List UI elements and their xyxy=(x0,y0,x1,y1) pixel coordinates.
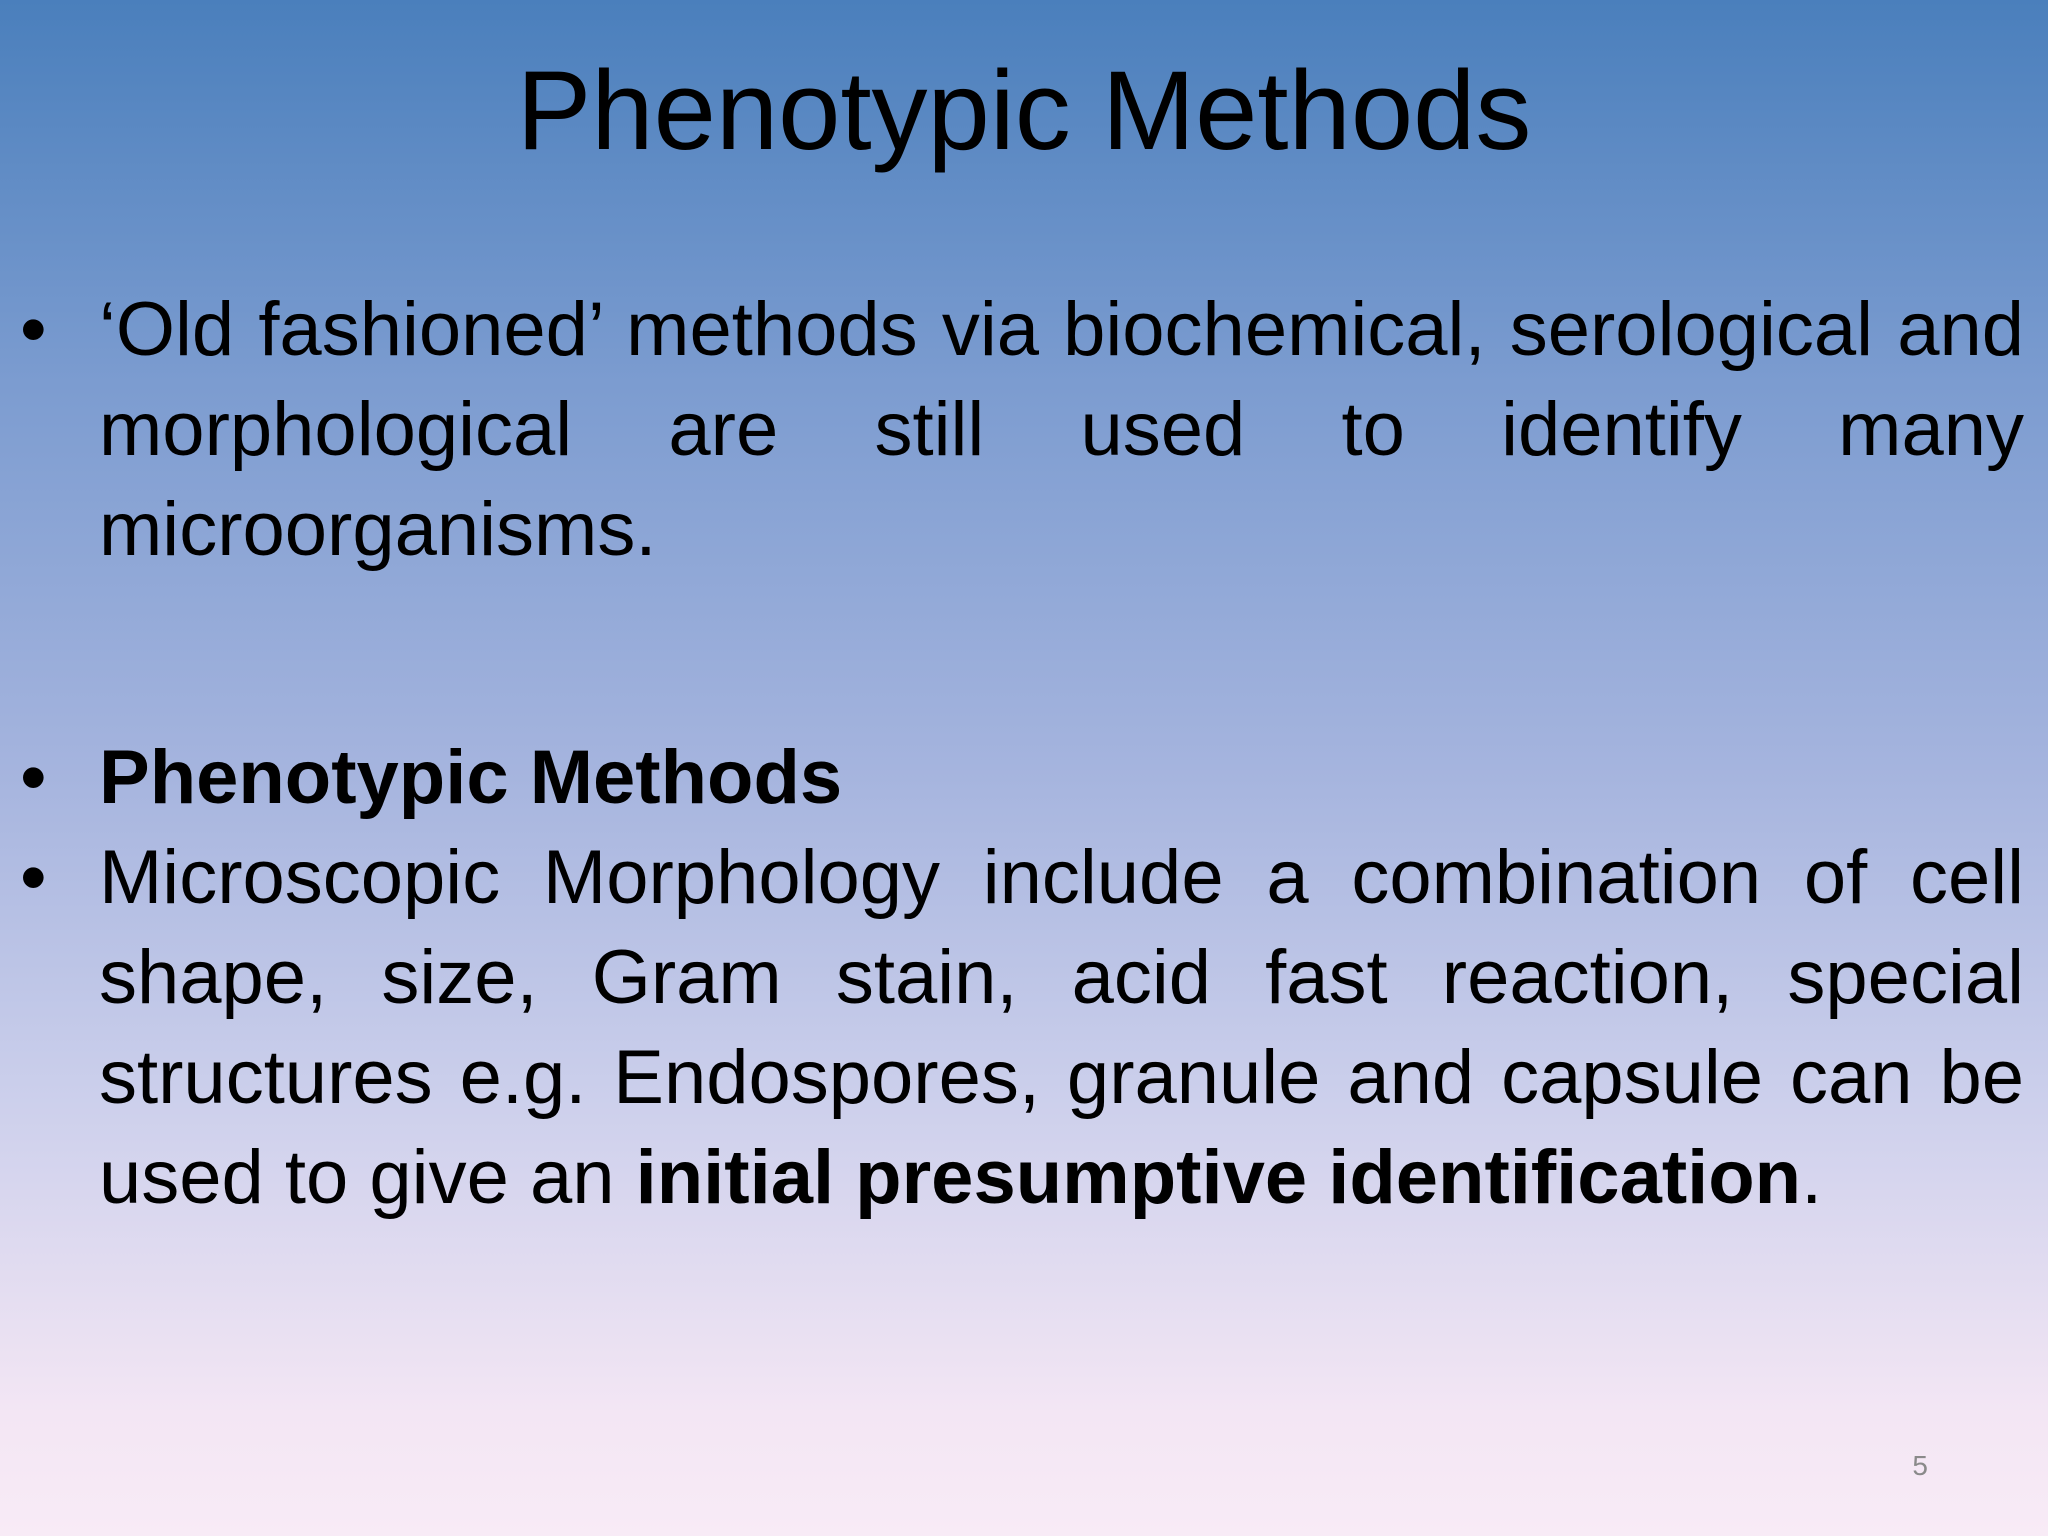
bullet-item-old-fashioned-methods xyxy=(20,280,2024,580)
bullet-item-microscopic-morphology xyxy=(20,828,2024,1228)
bullet-text: Microscopic Morphology include a combination of cell shape, size, Gram stain, acid fast reaction, special structures e.g. Endospores, granule and capsule can be used to give an xyxy=(99,835,2024,1220)
bullet-text-end: . xyxy=(1801,1135,1823,1220)
page-number: 5 xyxy=(1912,1450,1928,1481)
bullet-spacer xyxy=(20,580,2024,728)
bullet-text: Phenotypic Methods xyxy=(99,735,843,820)
bullet-glyph: • xyxy=(20,287,47,372)
bullet-list xyxy=(20,280,2024,1228)
bullet-glyph: • xyxy=(20,735,47,820)
bullet-text: ‘Old fashioned’ methods via biochemical, serological and morphological are still used to identify many microorganisms. xyxy=(99,287,2024,572)
slide-title: Phenotypic Methods xyxy=(516,48,1532,173)
bullet-bold-text: initial presumptive identification xyxy=(635,1135,1802,1220)
bullet-glyph: • xyxy=(20,835,47,920)
bullet-item-phenotypic-methods xyxy=(20,728,2024,828)
